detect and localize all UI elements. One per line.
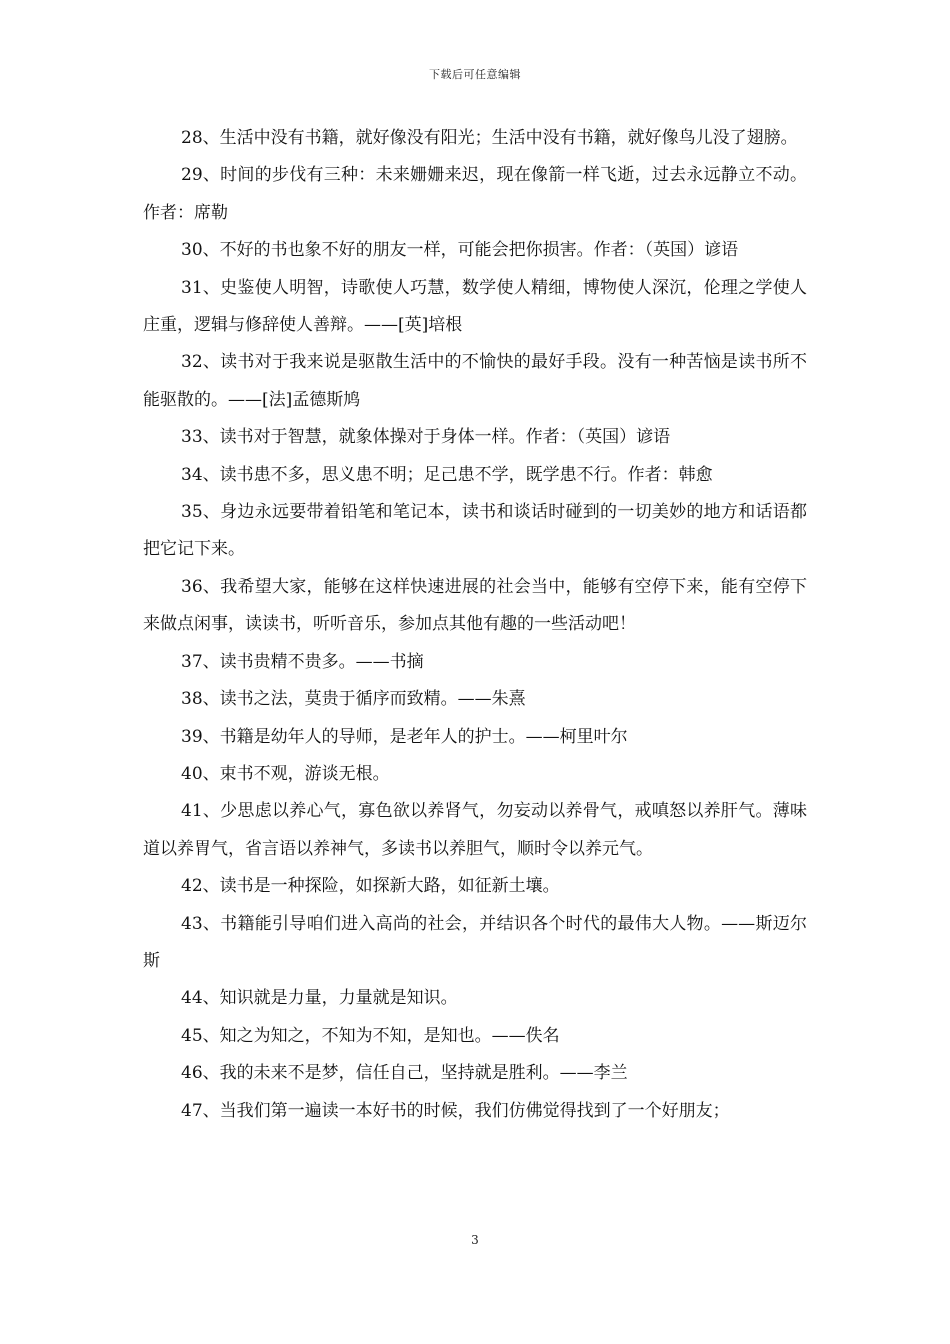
quote-paragraph: 32、读书对于我来说是驱散生活中的不愉快的最好手段。没有一种苦恼是读书所不能驱散的。——[法]孟德斯鸠 (143, 352, 807, 410)
quote-list (143, 120, 807, 1130)
quote-paragraph: 40、束书不观，游谈无根。 (181, 763, 390, 784)
quote-paragraph: 44、知识就是力量，力量就是知识。 (181, 988, 458, 1009)
quote-paragraph: 28、生活中没有书籍，就好像没有阳光；生活中没有书籍，就好像鸟儿没了翅膀。 (181, 128, 798, 148)
quote-paragraph: 31、史鉴使人明智，诗歌使人巧慧，数学使人精细，博物使人深沉，伦理之学使人庄重，逻辑与修辞使人善辩。——[英]培根 (143, 277, 807, 336)
quote-paragraph: 30、不好的书也象不好的朋友一样，可能会把你损害。作者：（英国）谚语 (181, 240, 739, 261)
quote-paragraph: 47、当我们第一遍读一本好书的时候，我们仿佛觉得找到了一个好朋友； (181, 1100, 730, 1121)
quote-paragraph: 37、读书贵精不贵多。——书摘 (181, 651, 424, 672)
page-number: 3 (471, 1233, 479, 1247)
quote-paragraph: 39、书籍是幼年人的导师，是老年人的护士。——柯里叶尔 (181, 726, 628, 747)
quote-paragraph: 42、读书是一种探险，如探新大路，如征新土壤。 (181, 876, 560, 897)
quote-paragraph: 35、身边永远要带着铅笔和笔记本，读书和谈话时碰到的一切美妙的地方和话语都把它记下来。 (143, 502, 807, 560)
quote-paragraph: 45、知之为知之，不知为不知，是知也。——佚名 (181, 1025, 560, 1046)
quote-paragraph: 34、读书患不多，思义患不明；足己患不学，既学患不行。作者：韩愈 (181, 464, 713, 485)
quote-paragraph: 38、读书之法，莫贵于循序而致精。——朱熹 (181, 689, 526, 710)
quote-paragraph: 41、少思虑以养心气，寡色欲以养肾气，勿妄动以养骨气，戒嗔怒以养肝气。薄味道以养胃气，省言语以养神气，多读书以养胆气，顺时令以养元气。 (143, 801, 807, 859)
quote-paragraph: 29、时间的步伐有三种：未来姗姗来迟，现在像箭一样飞逝，过去永远静立不动。作者：席勒 (143, 165, 807, 223)
quote-paragraph: 33、读书对于智慧，就象体操对于身体一样。作者：（英国）谚语 (181, 427, 671, 448)
quote-paragraph: 36、我希望大家，能够在这样快速进展的社会当中，能够有空停下来，能有空停下来做点闲事，读读书，听听音乐，参加点其他有趣的一些活动吧！ (143, 576, 807, 635)
quote-paragraph: 46、我的未来不是梦，信任自己，坚持就是胜利。——李兰 (181, 1063, 628, 1084)
quote-paragraph: 43、书籍能引导咱们进入高尚的社会，并结识各个时代的最伟大人物。——斯迈尔斯 (143, 913, 807, 971)
page-header: 下载后可任意编辑 (429, 68, 521, 81)
